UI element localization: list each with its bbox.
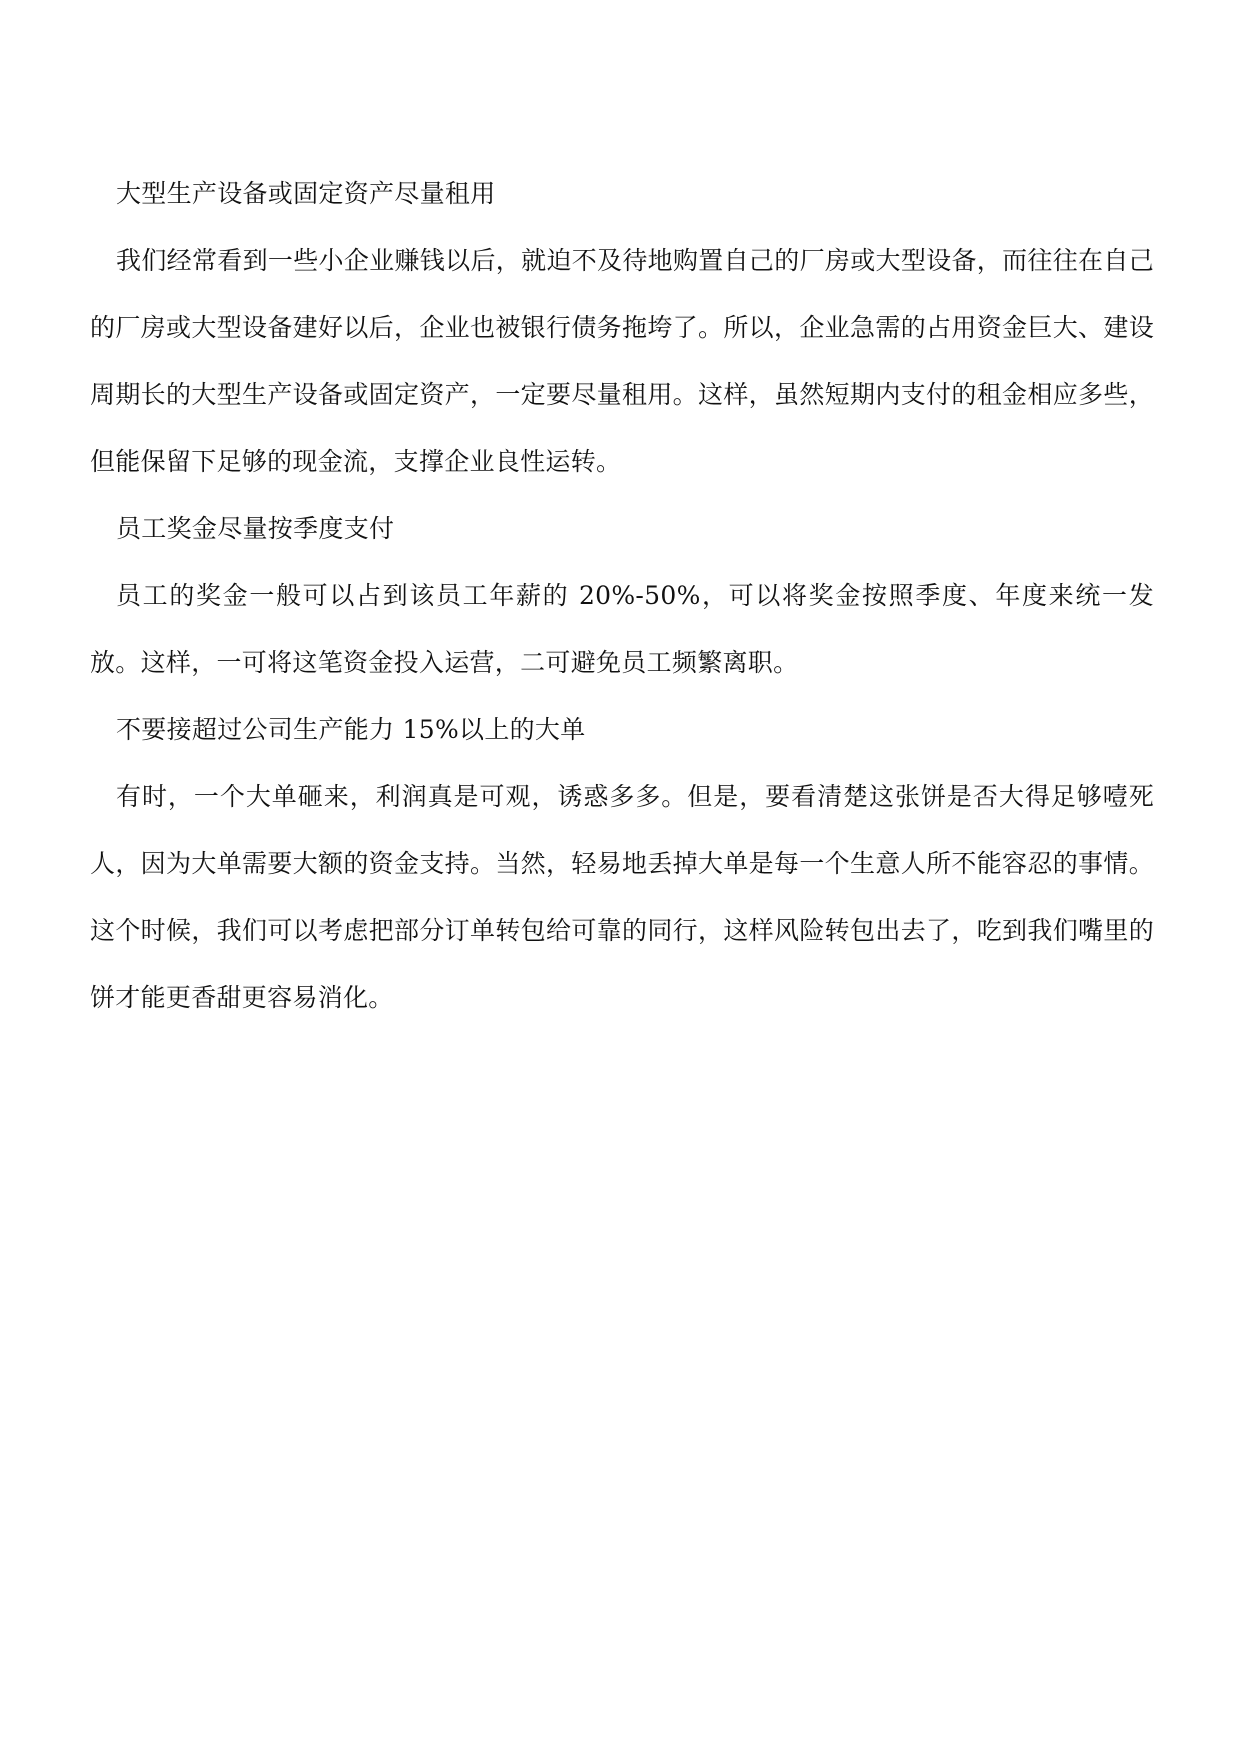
section-heading: 大型生产设备或固定资产尽量租用 xyxy=(116,179,496,208)
section-paragraph: 有时，一个大单砸来，利润真是可观，诱惑多多。但是，要看清楚这张饼是否大得足够噎死人，因为大单需要大额的资金支持。当然，轻易地丢掉大单是每一个生意人所不能容忍的事情。这个时候，我们可以考虑把部分订单转包给可靠的同行，这样风险转包出去了，吃到我们嘴里的饼才能更香甜更容易消化。 xyxy=(90,782,1154,1012)
section-heading: 员工奖金尽量按季度支付 xyxy=(116,514,395,543)
section-paragraph: 我们经常看到一些小企业赚钱以后，就迫不及待地购置自己的厂房或大型设备，而往往在自己的厂房或大型设备建好以后，企业也被银行债务拖垮了。所以，企业急需的占用资金巨大、建设周期长的大型生产设备或固定资产，一定要尽量租用。这样，虽然短期内支付的租金相应多些，但能保留下足够的现金流，支撑企业良性运转。 xyxy=(90,246,1154,476)
document-body xyxy=(90,160,1154,1031)
section-heading: 不要接超过公司生产能力 15%以上的大单 xyxy=(116,715,586,744)
section-paragraph: 员工的奖金一般可以占到该员工年薪的 20%-50%，可以将奖金按照季度、年度来统一发放。这样，一可将这笔资金投入运营，二可避免员工频繁离职。 xyxy=(90,581,1154,677)
